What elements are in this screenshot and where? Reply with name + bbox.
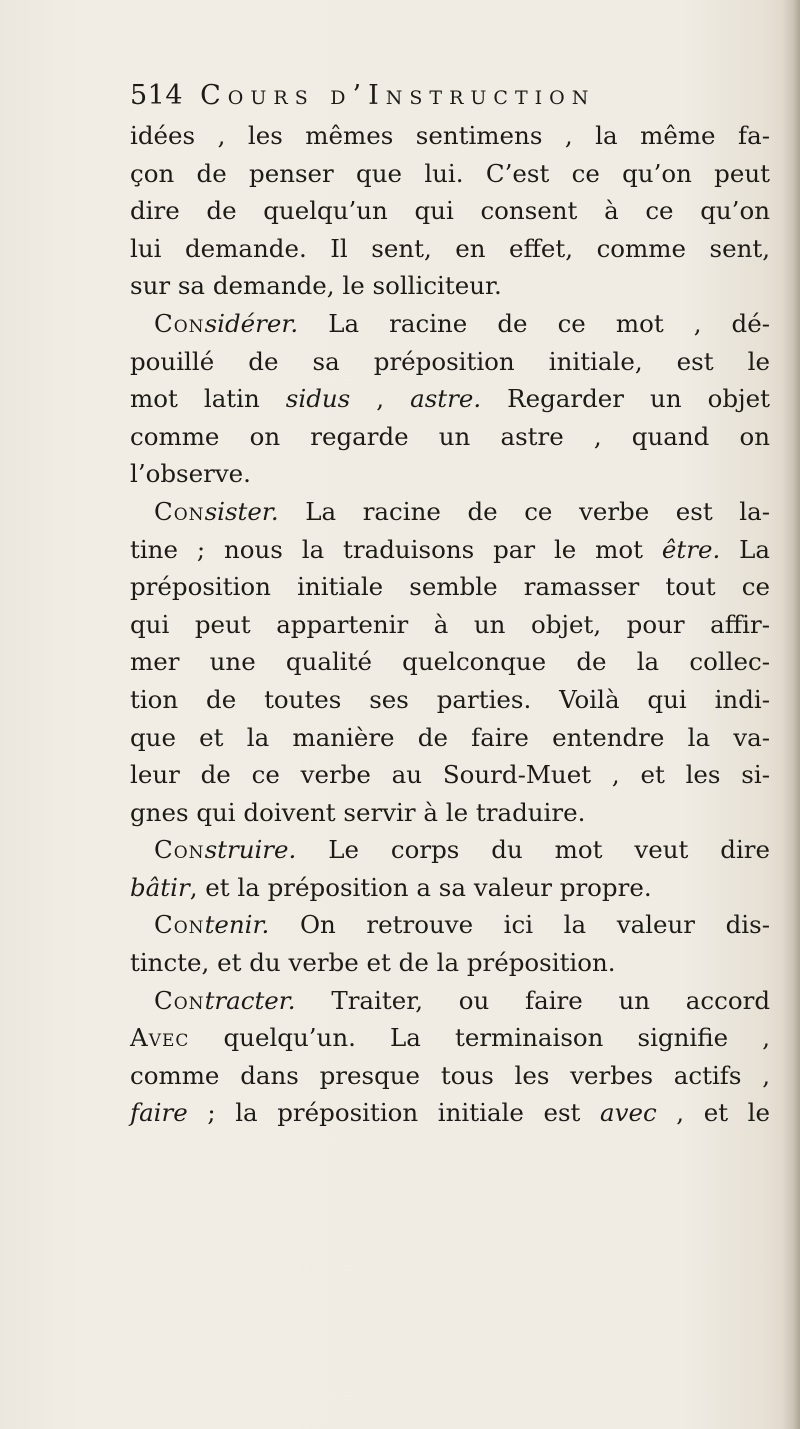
text-line: [130, 1094, 770, 1132]
line-text: que et la manière de faire entendre la va-: [130, 722, 770, 752]
italic-text: tenir.: [204, 910, 270, 940]
small-caps-text: Con: [154, 910, 205, 940]
text-line: [130, 418, 770, 456]
line-text: idées , les mêmes sentimens , la même fa-: [130, 121, 770, 150]
line-text: ; la préposition initiale est: [187, 1098, 601, 1128]
text-line: [130, 455, 770, 493]
text-line: [130, 1057, 770, 1095]
running-header: [130, 75, 770, 117]
running-title: Cours d’Instruction: [200, 80, 596, 111]
line-text: çon de penser que lui. C’est ce qu’on peut: [130, 158, 770, 188]
italic-text: sidus: [285, 384, 351, 414]
italic-text: tracter.: [204, 985, 296, 1015]
line-text: sur sa demande, le solliciteur.: [130, 271, 502, 301]
text-line: [130, 192, 770, 230]
line-text: pouillé de sa préposition initiale, est le: [130, 346, 770, 376]
text-line: [130, 643, 770, 681]
text-block: [130, 75, 770, 1132]
text-line: [130, 155, 770, 193]
body-text: [130, 117, 770, 1132]
line-text: , et le: [656, 1098, 770, 1128]
line-text: La: [720, 534, 770, 564]
line-text: mot latin: [130, 384, 286, 414]
small-caps-text: Avec: [130, 1023, 190, 1053]
line-text: On retrouve ici la valeur dis-: [269, 910, 770, 940]
text-line: [130, 794, 770, 832]
text-line: [130, 117, 770, 155]
line-text: comme on regarde un astre , quand on: [130, 421, 770, 451]
italic-text: sister.: [204, 496, 279, 526]
line-text: Traiter, ou faire un accord: [295, 985, 770, 1015]
small-caps-text: Con: [154, 308, 205, 338]
line-text: ,: [350, 384, 411, 414]
line-text: La racine de ce mot , dé-: [298, 308, 770, 338]
text-line: [130, 756, 770, 794]
line-text: préposition initiale semble ramasser tout ce: [130, 572, 770, 602]
line-text: leur de ce verbe au Sourd-Muet , et les si-: [130, 760, 770, 790]
italic-text: avec: [600, 1098, 657, 1128]
italic-text: sidérer.: [204, 308, 299, 338]
small-caps-text: Con: [154, 496, 205, 526]
text-line: [130, 531, 770, 569]
text-line: [130, 906, 770, 944]
page-number: 514: [130, 80, 184, 111]
text-line: [130, 343, 770, 381]
text-line: [130, 869, 770, 907]
italic-text: être.: [661, 534, 721, 564]
text-line: [130, 230, 770, 268]
line-text: lui demande. Il sent, en effet, comme sent,: [130, 233, 770, 263]
line-text: quelqu’un. La terminaison signifie ,: [189, 1023, 770, 1053]
text-line: [130, 568, 770, 606]
line-text: qui peut appartenir à un objet, pour affir-: [130, 609, 770, 639]
line-text: tincte, et du verbe et de la préposition.: [130, 948, 616, 978]
line-text: dire de quelqu’un qui consent à ce qu’on: [130, 196, 770, 226]
text-line: [130, 1019, 770, 1057]
line-text: gnes qui doivent servir à le traduire.: [130, 797, 586, 827]
small-caps-text: Con: [154, 835, 205, 865]
italic-text: faire: [130, 1098, 188, 1128]
text-line: [130, 380, 770, 418]
line-text: comme dans presque tous les verbes actifs ,: [130, 1060, 770, 1090]
text-line: [130, 493, 770, 531]
text-line: [130, 305, 770, 343]
italic-text: astre.: [410, 384, 482, 414]
text-line: [130, 606, 770, 644]
line-text: , et la préposition a sa valeur propre.: [189, 872, 652, 902]
text-line: [130, 944, 770, 982]
text-line: [130, 681, 770, 719]
line-text: tion de toutes ses parties. Voilà qui indi-: [130, 684, 770, 714]
text-line: [130, 831, 770, 869]
text-line: [130, 719, 770, 757]
line-text: La racine de ce verbe est la-: [278, 496, 770, 526]
line-text: tine ; nous la traduisons par le mot: [130, 534, 662, 564]
italic-text: bâtir: [130, 872, 190, 902]
line-text: Le corps du mot veut dire: [296, 835, 770, 865]
line-text: Regarder un objet: [481, 384, 771, 414]
line-text: mer une qualité quelconque de la collec-: [130, 647, 770, 677]
line-text: l’observe.: [130, 459, 251, 489]
page-edge-shadow: [782, 0, 800, 1429]
italic-text: struire.: [204, 835, 297, 865]
small-caps-text: Con: [154, 985, 205, 1015]
text-line: [130, 267, 770, 305]
text-line: [130, 982, 770, 1020]
